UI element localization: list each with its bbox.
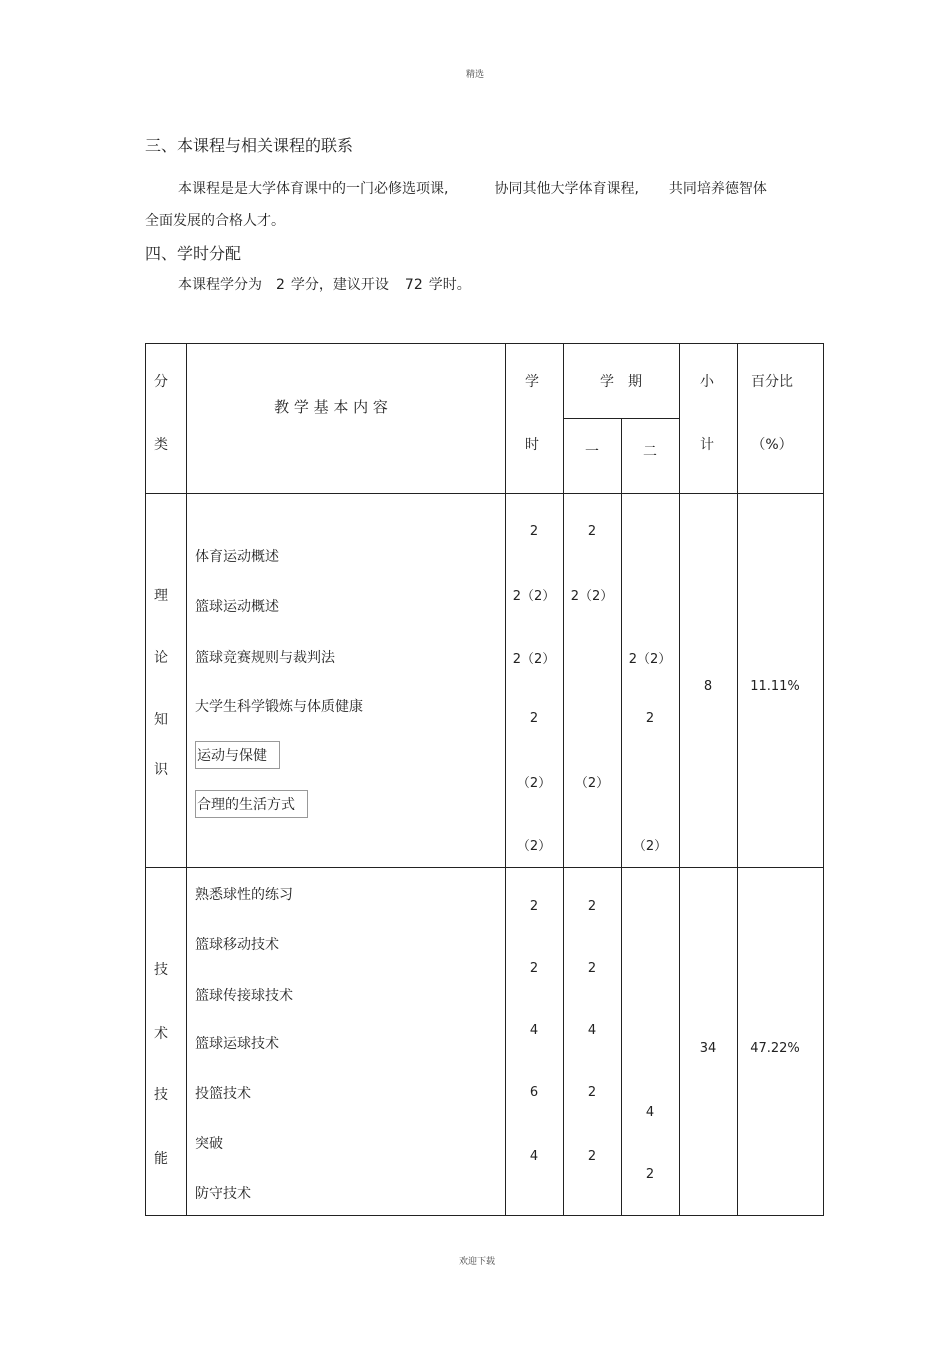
- skills-term1-cell: 4: [587, 1023, 597, 1038]
- section4-para-b: 学分，建议开设: [290, 277, 389, 293]
- hours-value: 72: [404, 277, 423, 293]
- theory-bottom-line: [145, 867, 824, 868]
- skills-term1-cell: 2: [587, 961, 597, 976]
- theory-hours-cell: 2: [529, 524, 539, 539]
- section3-title: 三、本课程与相关课程的联系: [145, 136, 354, 155]
- theory-term2-cell: 2（2）: [628, 652, 672, 667]
- theory-hours-cell: 2（2）: [512, 652, 556, 667]
- skills-hours-cell: 2: [529, 961, 539, 976]
- skills-term1-cell: 2: [587, 1149, 597, 1164]
- theory-percent: 11.11%: [750, 679, 800, 694]
- header-hours-top: 学: [525, 374, 539, 390]
- col-line-3: [563, 343, 564, 1216]
- header-subtotal-top: 小: [700, 374, 714, 390]
- section3-para-part2: 协同其他大学体育课程,: [494, 181, 639, 197]
- section3-paragraph: [178, 178, 767, 198]
- table-border-left: [145, 343, 146, 1216]
- skills-term1-cell: 2: [587, 1085, 597, 1100]
- skills-category-char: 术: [154, 1026, 168, 1042]
- section4-para-c: 学时。: [428, 277, 471, 293]
- col-line-5: [679, 343, 680, 1216]
- theory-item: 篮球竞赛规则与裁判法: [195, 650, 335, 666]
- table-border-top: [145, 343, 824, 344]
- skills-term2-cell: 4: [645, 1105, 655, 1120]
- section3-para-part1: 本课程是是大学体育课中的一门必修选项课,: [178, 181, 449, 197]
- theory-subtotal: 8: [703, 679, 713, 694]
- theory-hours-cell: （2）: [516, 839, 552, 854]
- skills-item: 突破: [195, 1136, 223, 1152]
- header-content: 教 学 基 本 内 容: [274, 398, 388, 416]
- header-term1: 一: [585, 444, 599, 460]
- header-subtotal-bottom: 计: [700, 437, 714, 453]
- col-line-4: [621, 418, 622, 1216]
- header-category-bottom: 类: [154, 437, 168, 453]
- col-line-1: [186, 343, 187, 1216]
- skills-item: 篮球运球技术: [195, 1036, 279, 1052]
- hours-allocation-table: [145, 343, 824, 1216]
- theory-category-char: 识: [154, 762, 168, 778]
- theory-category-char: 知: [154, 712, 168, 728]
- skills-hours-cell: 4: [529, 1023, 539, 1038]
- section3-para-part3: 共同培养德智体: [668, 181, 767, 197]
- theory-term1-cell: 2（2）: [570, 589, 614, 604]
- theory-hours-cell: 2（2）: [512, 589, 556, 604]
- theory-item: 体育运动概述: [195, 549, 279, 565]
- section4-title: 四、学时分配: [145, 244, 242, 263]
- skills-category-char: 技: [154, 962, 168, 978]
- section3-paragraph-line2: 全面发展的合格人才。: [145, 213, 285, 229]
- col-line-6: [737, 343, 738, 1216]
- header-percent-bottom: （%）: [751, 437, 793, 453]
- theory-category-char: 论: [154, 650, 168, 666]
- theory-item: 合理的生活方式: [195, 790, 308, 818]
- skills-item: 投篮技术: [195, 1086, 251, 1102]
- table-border-bottom: [145, 1215, 824, 1216]
- header-bottom-line: [145, 493, 824, 494]
- header-hours-bottom: 时: [525, 437, 539, 453]
- skills-category-char: 能: [154, 1151, 168, 1167]
- skills-subtotal: 34: [699, 1041, 717, 1056]
- theory-hours-cell: 2: [529, 711, 539, 726]
- theory-item: 运动与保健: [195, 741, 280, 769]
- skills-item: 篮球传接球技术: [195, 988, 293, 1004]
- skills-percent: 47.22%: [750, 1041, 800, 1056]
- theory-item: 大学生科学锻炼与体质健康: [195, 699, 363, 715]
- skills-item: 防守技术: [195, 1186, 251, 1202]
- theory-term2-cell: 2: [645, 711, 655, 726]
- skills-hours-cell: 6: [529, 1085, 539, 1100]
- header-percent-top: 百分比: [751, 374, 793, 390]
- header-category-top: 分: [154, 374, 168, 390]
- page-header: 精选: [466, 70, 485, 80]
- skills-term1-cell: 2: [587, 899, 597, 914]
- skills-hours-cell: 2: [529, 899, 539, 914]
- page-footer: 欢迎下载: [459, 1257, 496, 1267]
- theory-hours-cell: （2）: [516, 776, 552, 791]
- header-term: 学 期: [600, 374, 642, 390]
- skills-item: 篮球移动技术: [195, 937, 279, 953]
- section4-para-a: 本课程学分为: [178, 277, 262, 293]
- theory-item: 篮球运动概述: [195, 599, 279, 615]
- header-term2: 二: [643, 444, 657, 460]
- theory-term2-cell: （2）: [632, 839, 668, 854]
- skills-category-char: 技: [154, 1087, 168, 1103]
- section4-paragraph: [178, 274, 471, 294]
- theory-term1-cell: （2）: [574, 776, 610, 791]
- skills-hours-cell: 4: [529, 1149, 539, 1164]
- theory-term1-cell: 2: [587, 524, 597, 539]
- theory-category-char: 理: [154, 588, 168, 604]
- skills-term2-cell: 2: [645, 1167, 655, 1182]
- col-line-2: [505, 343, 506, 1216]
- skills-item: 熟悉球性的练习: [195, 887, 293, 903]
- credits-value: 2: [276, 277, 285, 293]
- table-border-right: [823, 343, 824, 1216]
